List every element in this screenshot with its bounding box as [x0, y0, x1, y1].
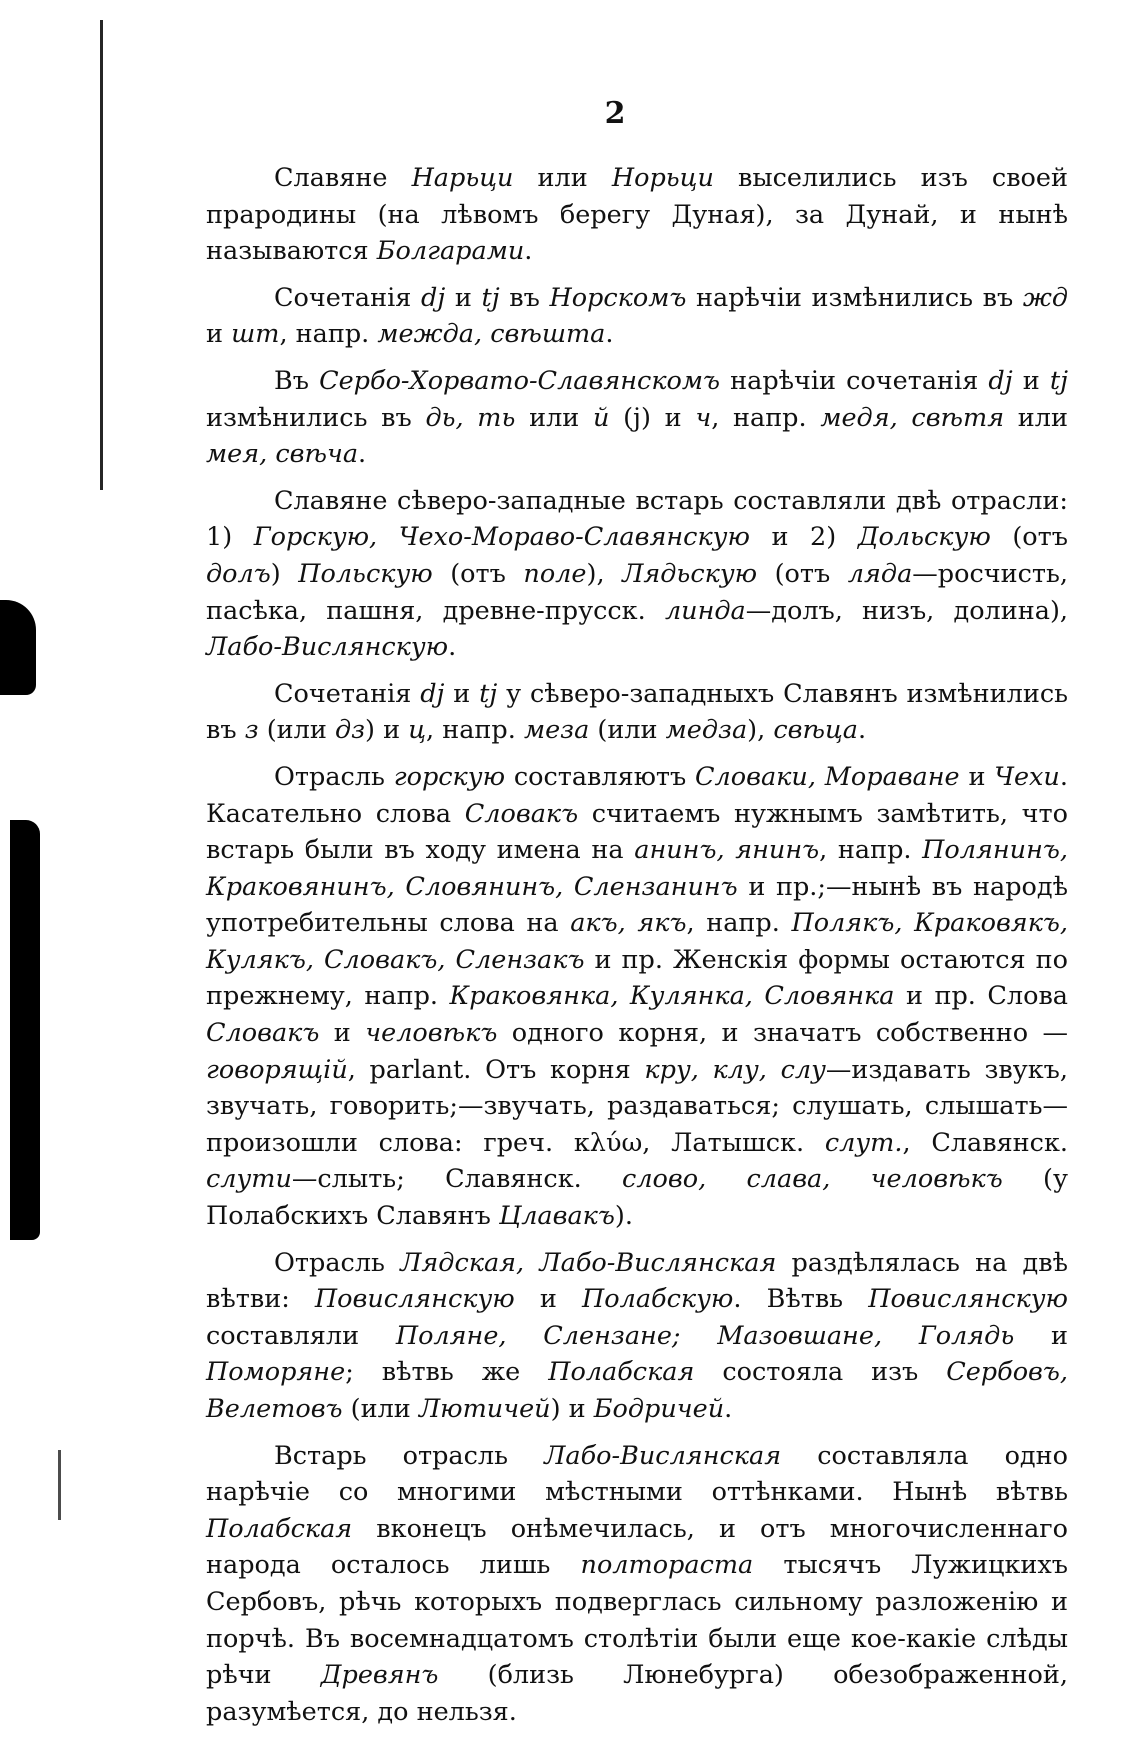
italic-term: Лютичей: [418, 1394, 551, 1424]
italic-term: Повислянскую: [868, 1284, 1069, 1315]
text-run: нарѣчіи сочетанія: [720, 365, 989, 396]
text-run: —долъ, низъ, долина),: [745, 595, 1068, 626]
italic-term: долъ: [206, 558, 271, 589]
text-run: или: [513, 163, 612, 193]
text-run: .: [524, 236, 533, 267]
text-run: составляла одно нарѣчіе со многими мѣстными оттѣнками. Нынѣ вѣтвь: [206, 1440, 1068, 1508]
italic-term: Болгарами: [376, 236, 525, 267]
italic-term: Дольскую: [857, 522, 991, 553]
text-run: и: [319, 1018, 366, 1049]
italic-term: ц: [408, 715, 426, 746]
italic-term: Поляне, Слензане; Мазовшане, Голядь: [395, 1320, 1015, 1351]
text-run: составляли: [206, 1320, 396, 1351]
italic-term: говорящій: [206, 1054, 348, 1085]
italic-term: dj: [420, 678, 445, 709]
italic-term: дь, ть: [425, 402, 516, 433]
text-run: Отрасль: [274, 1247, 401, 1278]
italic-term: Лабо-Вислянскую: [206, 632, 449, 663]
italic-term: Древянъ: [320, 1660, 439, 1691]
italic-term: медза: [665, 715, 748, 746]
italic-term: Цлавакъ: [498, 1201, 615, 1232]
page-body: [206, 160, 1068, 1740]
text-run: ) и: [365, 715, 409, 746]
text-run: , parlant. Отъ корня: [347, 1054, 645, 1085]
text-run: , напр.: [819, 835, 923, 866]
text-run: , напр.: [711, 402, 821, 433]
text-run: Сочетанія: [274, 678, 421, 709]
text-run: .: [724, 1394, 733, 1424]
text-run: и пр. Женскія формы остаются по прежнему, напр.: [206, 944, 1068, 1012]
text-run: (или: [342, 1394, 419, 1424]
text-run: , напр.: [426, 715, 524, 746]
italic-term: дз: [334, 715, 366, 746]
italic-term: й: [592, 402, 610, 433]
italic-term: шт: [231, 319, 280, 350]
text-run: , напр.: [279, 319, 378, 350]
text-run: . Касательно слова: [206, 761, 1068, 829]
text-run: раздѣлялась на двѣ вѣтви:: [206, 1247, 1068, 1315]
text-run: Отрасль: [274, 761, 394, 792]
italic-term: Полабская: [548, 1357, 695, 1388]
text-run: —росчисть, пасѣка, пашня, древне-прусск.: [206, 558, 1068, 626]
text-run: (у Полабскихъ Славянъ: [206, 1164, 1069, 1232]
italic-term: слут.: [824, 1127, 903, 1158]
italic-term: Повислянскую: [314, 1284, 515, 1315]
text-run: ).: [614, 1201, 633, 1232]
scan-edge-band: [10, 820, 40, 1240]
text-run: и пр. Слова: [894, 981, 1069, 1012]
italic-term: человѣкъ: [365, 1018, 498, 1049]
italic-term: dj: [421, 282, 446, 313]
text-run: ): [270, 558, 299, 589]
text-run: Встарь отрасль: [274, 1440, 545, 1471]
text-run: составляютъ: [505, 761, 696, 792]
italic-term: Лядьскую: [622, 558, 758, 589]
text-run: (или: [589, 715, 666, 746]
text-run: ; вѣтвь же: [345, 1357, 549, 1388]
text-run: (j) и: [609, 402, 696, 433]
italic-term: Словакъ: [206, 1018, 320, 1049]
text-run: —слыть; Славянск.: [291, 1164, 623, 1195]
italic-term: з: [244, 715, 259, 746]
text-run: или: [515, 402, 593, 433]
text-run: (отъ: [432, 558, 524, 589]
text-run: ) и: [550, 1394, 594, 1424]
italic-term: Полянинъ, Краковянинъ, Словянинъ, Слензанинъ: [206, 835, 1068, 902]
text-run: .: [448, 632, 457, 663]
text-run: (или: [258, 715, 335, 746]
italic-term: меза: [523, 715, 590, 746]
italic-term: анинъ, янинъ: [634, 835, 820, 866]
italic-term: Бодричей: [593, 1394, 725, 1424]
text-run: .: [358, 439, 367, 470]
italic-term: dj: [988, 365, 1013, 396]
scan-edge-blob: [0, 600, 36, 695]
text-run: и: [1014, 1320, 1068, 1351]
text-run: нарѣчіи измѣнились въ: [686, 282, 1023, 313]
text-run: (отъ: [990, 522, 1068, 553]
text-run: и: [445, 282, 482, 313]
italic-term: ч: [695, 402, 712, 433]
paragraph: [206, 483, 1068, 666]
italic-term: Сербовъ, Велетовъ: [206, 1357, 1068, 1424]
italic-term: tj: [479, 678, 498, 709]
text-run: у сѣверо-западныхъ Славянъ измѣнились въ: [206, 678, 1068, 746]
text-run: . Вѣтвь: [733, 1284, 869, 1315]
text-run: .: [857, 715, 867, 746]
italic-term: Сербо-Хорвато-Славянскомъ: [319, 365, 721, 396]
italic-term: слово, слава, человѣкъ: [622, 1164, 1003, 1195]
italic-term: Словакъ: [464, 798, 579, 829]
text-run: тысячъ Лужицкихъ Сербовъ, рѣчь которыхъ подверглась сильному разложенію и порчѣ. Въ восемнадцатомъ столѣтіи были еще кое-какіе слѣды рѣчи: [206, 1550, 1068, 1691]
text-run: считаемъ нужнымъ замѣтить, что встарь были въ ходу имена на: [206, 798, 1069, 866]
text-run: и: [206, 319, 232, 350]
text-run: въ: [499, 282, 550, 313]
text-run: —издавать звукъ, звучать, говорить;—звучать, раздаваться; слушать, слышать—произошли слова: греч. κλύω, Латышск.: [206, 1054, 1069, 1158]
italic-term: Норскомъ: [549, 282, 687, 313]
italic-term: Поморяне: [206, 1357, 346, 1388]
text-run: ),: [747, 715, 774, 746]
scan-edge-line: [100, 20, 103, 490]
text-run: измѣнились въ: [206, 402, 426, 433]
text-run: и: [959, 761, 995, 792]
italic-term: Норьци: [611, 163, 714, 193]
text-run: вконецъ онѣмечилась, и отъ многочисленнаго народа осталось лишь: [206, 1513, 1068, 1581]
text-run: и: [444, 678, 480, 709]
text-run: (отъ: [757, 558, 848, 589]
text-run: и 2): [749, 522, 858, 553]
italic-term: Словаки, Мораване: [695, 761, 960, 792]
italic-term: Чехи: [994, 761, 1060, 792]
italic-term: Лядская, Лабо-Вислянская: [400, 1247, 777, 1278]
scan-edge-mark: [58, 1450, 61, 1520]
text-run: и пр.;—нынѣ въ народѣ употребительны слова на: [206, 871, 1068, 939]
italic-term: жд: [1022, 282, 1068, 313]
paragraph: [206, 676, 1068, 749]
italic-term: кру, клу, слу: [644, 1054, 826, 1085]
text-run: или: [1004, 402, 1068, 433]
text-run: Славяне сѣверо-западные встарь составляли двѣ отрасли: 1): [206, 485, 1068, 553]
italic-term: слути: [206, 1164, 292, 1195]
italic-term: межда, свѣшта: [377, 319, 606, 350]
italic-term: ляда: [847, 558, 913, 589]
text-run: состояла изъ: [694, 1357, 947, 1388]
text-run: (близь Люнебурга) обезображенной, разумѣется, до нельзя.: [206, 1660, 1068, 1727]
italic-term: Нарьци: [411, 163, 514, 193]
paragraph: [206, 363, 1068, 473]
text-run: .: [605, 319, 614, 350]
italic-term: акъ, якъ: [570, 908, 687, 939]
text-run: выселились изъ своей прародины (на лѣвомъ берегу Дуная), за Дунай, и нынѣ называются: [206, 163, 1068, 267]
italic-term: медя, свѣтя: [820, 402, 1005, 433]
italic-term: Полякъ, Краковякъ, Кулякъ, Словакъ, Слензакъ: [206, 908, 1069, 975]
italic-term: Лабо-Вислянская: [544, 1440, 782, 1471]
text-run: , Славянск.: [902, 1127, 1069, 1158]
italic-term: Краковянка, Кулянка, Словянка: [449, 981, 895, 1012]
text-run: и: [1012, 365, 1050, 396]
text-run: , напр.: [686, 908, 792, 939]
italic-term: tj: [1049, 365, 1068, 396]
paragraph: [206, 759, 1068, 1235]
italic-term: мея, свѣча: [206, 439, 359, 470]
text-run: одного корня, и значатъ собственно —: [497, 1018, 1068, 1049]
italic-term: Горскую, Чехо-Мораво-Славянскую: [253, 522, 750, 553]
paragraph: [206, 160, 1068, 270]
italic-term: горскую: [393, 761, 506, 792]
italic-term: полтораста: [580, 1550, 754, 1581]
italic-term: поле: [523, 558, 587, 589]
paragraph: [206, 1438, 1068, 1731]
text-run: Въ: [274, 365, 320, 396]
italic-term: tj: [481, 282, 500, 313]
italic-term: Польскую: [298, 558, 433, 589]
page-number: 2: [604, 96, 626, 131]
italic-term: Полабскую: [582, 1284, 734, 1315]
italic-term: свѣца: [773, 715, 858, 746]
paragraph: [206, 1245, 1068, 1428]
text-run: и: [514, 1284, 582, 1315]
paragraph: [206, 280, 1068, 353]
italic-term: линда: [664, 595, 746, 626]
italic-term: Полабская: [206, 1513, 353, 1544]
text-run: ),: [586, 558, 623, 589]
text-run: Сочетанія: [274, 282, 421, 313]
text-run: Славяне: [274, 163, 412, 193]
